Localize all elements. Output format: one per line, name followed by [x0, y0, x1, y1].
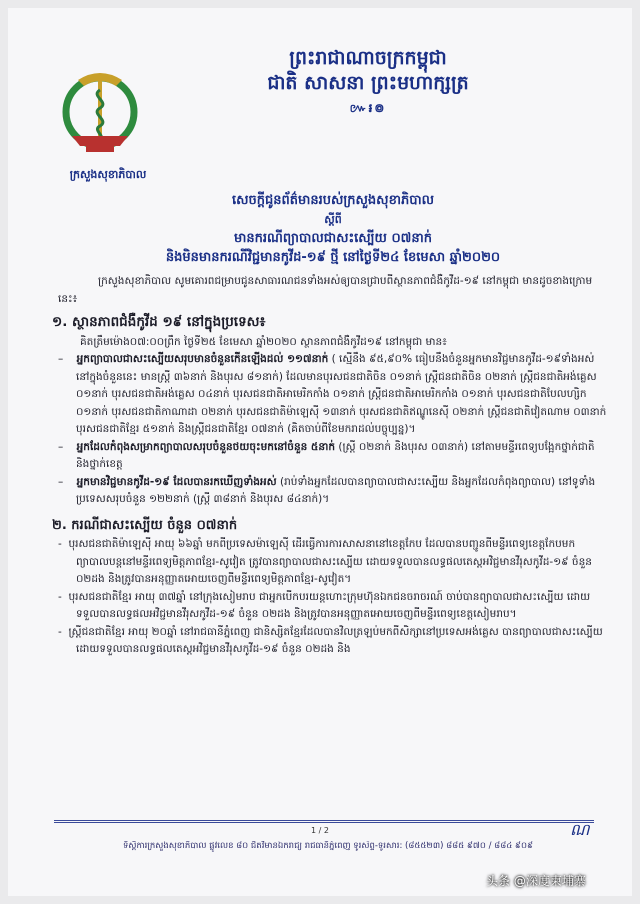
kingdom-header: [158, 46, 578, 121]
section2-bullet-2: - បុរសជនជាតិខ្មែរ អាយុ ៣៧ឆ្នាំ នៅក្រុងសៀមរាប ជាអ្នកបើកបរយន្តហោះក្រុមហ៊ុនឯកជនចរាចរណ៍ ចាប់បានព្យាបាលជាសះស្បើយ ដោយទទួលបានលទ្ធផលអវិជ្ជមានវីរុសកូវីដ-១៩ ចំនួន ០២ដង និងត្រូវបានអនុញ្ញាតអោយចេញពីមន្ទីរពេទ្យខេត្តសៀមរាប។: [58, 590, 591, 620]
bullet-strong: អ្នកមានវិជ្ជមានកូវីដ-១៩ ដែលបានរកឃើញទាំងអស់: [76, 475, 277, 488]
bullet-text: ( ស្មើនឹង ៩៥,៩០% ធៀបនឹងចំនួនអ្នកមានវិជ្ជមានកូវីដ-១៩ទាំងអស់ នៅក្នុងចំនួននេះ មានស្ត្រី ៣៦នាក់ និងបុរស ៨១នាក់) ដែលមានបុរសជនជាតិចិន ០១នាក់ ស្ត្រីជនជាតិចិន ០២នាក់ ស្ត្រីជនជាតិអង់គ្លេស ០១នាក់ បុរសជនជាតិអង់គ្លេស ០៤នាក់ បុរសជនជាតិអាមេរិកកាំង ០១នាក់ ស្ត្រីជនជាតិអាមេរិកកាំង ០១នាក់ បុរសជនជាតិបែលហ្សិក ០១នាក់ បុរសជនជាតិកាណាដា ០២នាក់ បុរសជនជាតិម៉ាឡេស៊ី ១៣នាក់ បុរសជនជាតិឥណ្ឌូនេស៊ី ០២នាក់ ស្ត្រីជនជាតិវៀតណាម ០៣នាក់ បុរសជនជាតិខ្មែរ ៥១នាក់ និងស្ត្រីជនជាតិខ្មែរ ០៧នាក់ (គិតចាប់ពីខែមករាដល់បច្ចុប្បន្ន)។: [76, 353, 607, 435]
signature: ណ: [570, 820, 590, 839]
watermark: 头条 @深度柬埔寨: [486, 874, 586, 888]
footer-divider: [54, 820, 594, 821]
document-page: [8, 8, 632, 896]
ornament: ៚៛៙: [349, 101, 387, 115]
announcement-line2: និងមិនមានករណីវិជ្ជមានកូវីដ-១៩ ថ្មី នៅថ្ងៃទី២៤ ខែមេសា ឆ្នាំ២០២០: [165, 250, 501, 265]
bullet-strong: អ្នកដែលកំពុងសម្រាកព្យាបាលសរុបចំនួនថយចុះមកនៅចំនួន ៥នាក់: [76, 440, 336, 453]
announcement-title-block: [118, 191, 548, 267]
announcement-sub: ស្តីពី: [324, 213, 342, 226]
intro-paragraph: ក្រសួងសុខាភិបាល សូមគោរពជម្រាបជូនសាធារណជនទាំងអស់ឲ្យបានជ្រាបពីស្ថានភាពជំងឺកូវីដ-១៩ នៅកម្ពុជា មានដូចខាងក្រោមនេះ៖: [58, 275, 593, 305]
bullet-text: បុរសជនជាតិម៉ាឡេស៊ី អាយុ ៦៦ឆ្នាំ មកពីប្រទេសម៉ាឡេស៊ី ដើរធ្វើការការសាសនានៅខេត្តកែប ដែលបានបញ្ជូនពីមន្ទីរពេទ្យខេត្តកែបមកព្យាបាលបន្តនៅមន្ទីរពេទ្យមិត្តភាពខ្មែរ-សូវៀត ត្រូវបានព្យាបាលជាសះស្បើយ ដោយទទួលបានលទ្ធផលតេស្តអវិជ្ជមានវីរុសកូវីដ-១៩ ចំនួន ០២ដង និងត្រូវបានអនុញ្ញាតអោយចេញពីមន្ទីរពេទ្យមិត្តភាពខ្មែរ-សូវៀត។: [68, 538, 592, 585]
ministry-logo-icon: [56, 66, 144, 166]
kingdom-title: ព្រះរាជាណាចក្រកម្ពុជា: [289, 47, 447, 69]
announcement-line1: មានករណីព្យាបាលជាសះស្បើយ ០៧នាក់: [234, 231, 432, 246]
section2-heading: ២. ករណីជាសះស្បើយ ចំនួន ០៧នាក់: [52, 517, 238, 533]
page-number: 1 / 2: [311, 826, 329, 835]
footer-address: ទីស្តីការក្រសួងសុខាភិបាល ផ្លូវលេខ ៨០ ជិតវិមានឯករាជ្យ រាជធានីភ្នំពេញ ទូរស័ព្ទ-ទូរសារ: (៨៥៥២៣) ៨៨៥ ៩៧០ / ៨៨៤ ៩០៩: [123, 841, 533, 851]
bullet-text: (ស្ត្រី ០២នាក់ និងបុរស ០៣នាក់) នៅតាមមន្ទីរពេទ្យបង្អែកថ្នាក់ជាតិ និងថ្នាក់ខេត្ត: [76, 440, 595, 470]
footer-divider: [54, 822, 594, 823]
section2-bullet-1: - បុរសជនជាតិម៉ាឡេស៊ី អាយុ ៦៦ឆ្នាំ មកពីប្រទេសម៉ាឡេស៊ី ដើរធ្វើការការសាសនានៅខេត្តកែប ដែលបានបញ្ជូនពីមន្ទីរពេទ្យខេត្តកែបមកព្យាបាលបន្តនៅមន្ទីរពេទ្យមិត្តភាពខ្មែរ-សូវៀត ត្រូវបានព្យាបាលជាសះស្បើយ ដោយទទួលបានលទ្ធផលតេស្តអវិជ្ជមានវីរុសកូវីដ-១៩ ចំនួន ០២ដង និងត្រូវបានអនុញ្ញាតអោយចេញពីមន្ទីរពេទ្យមិត្តភាពខ្មែរ-សូវៀត។: [58, 538, 592, 585]
section1-bullet-recovered: – អ្នកព្យាបាលជាសះស្បើយសរុបមានចំនួនកើនឡើងដល់ ១១៧នាក់ ( ស្មើនឹង ៩៥,៩០% ធៀបនឹងចំនួនអ្នកមានវិជ្ជមានកូវីដ-១៩ទាំងអស់ នៅក្នុងចំនួននេះ មានស្ត្រី ៣៦នាក់ និងបុរស ៨១នាក់) ដែលមានបុរសជនជាតិចិន ០១នាក់ ស្ត្រីជនជាតិចិន ០២នាក់ ស្ត្រីជនជាតិអង់គ្លេស ០១នាក់ បុរសជនជាតិអង់គ្លេស ០៤នាក់ បុរសជនជាតិអាមេរិកកាំង ០១នាក់ ស្ត្រីជនជាតិអាមេរិកកាំង ០១នាក់ បុរសជនជាតិបែលហ្សិក ០១នាក់ បុរសជនជាតិកាណាដា ០២នាក់ បុរសជនជាតិម៉ាឡេស៊ី ១៣នាក់ បុរសជនជាតិឥណ្ឌូនេស៊ី ០២នាក់ ស្ត្រីជនជាតិវៀតណាម ០៣នាក់ បុរសជនជាតិខ្មែរ ៥១នាក់ និងស្ត្រីជនជាតិខ្មែរ ០៧នាក់ (គិតចាប់ពីខែមករាដល់បច្ចុប្បន្ន)។: [58, 353, 607, 435]
section1-bullet-total: – អ្នកមានវិជ្ជមានកូវីដ-១៩ ដែលបានរកឃើញទាំងអស់ (រាប់ទាំងអ្នកដែលបានព្យាបាលជាសះស្បើយ និងអ្នកដែលកំពុងព្យាបាល) នៅទូទាំងប្រទេសសរុបចំនួន ១២២នាក់ (ស្ត្រី ៣៨នាក់ និងបុរស ៨៤នាក់)។: [58, 475, 596, 505]
section1-bullet-treating: – អ្នកដែលកំពុងសម្រាកព្យាបាលសរុបចំនួនថយចុះមកនៅចំនួន ៥នាក់ (ស្ត្រី ០២នាក់ និងបុរស ០៣នាក់) នៅតាមមន្ទីរពេទ្យបង្អែកថ្នាក់ជាតិ និងថ្នាក់ខេត្ត: [58, 440, 595, 470]
section2-bullet-3: - ស្ត្រីជនជាតិខ្មែរ អាយុ ២០ឆ្នាំ នៅរាជធានីភ្នំពេញ ជានិស្សិតខ្មែរដែលបានវិលត្រឡប់មកពីសិក្សានៅប្រទេសអង់គ្លេស បានព្យាបាលជាសះស្បើយ ដោយទទួលបានលទ្ធផលតេស្តអវិជ្ជមានវីរុសកូវីដ-១៩ ចំនួន ០២ដង និង: [58, 625, 603, 655]
bullet-text: ស្ត្រីជនជាតិខ្មែរ អាយុ ២០ឆ្នាំ នៅរាជធានីភ្នំពេញ ជានិស្សិតខ្មែរដែលបានវិលត្រឡប់មកពីសិក្សានៅប្រទេសអង់គ្លេស បានព្យាបាលជាសះស្បើយ ដោយទទួលបានលទ្ធផលតេស្តអវិជ្ជមានវីរុសកូវីដ-១៩ ចំនួន ០២ដង និង: [68, 625, 603, 655]
national-motto: ជាតិ សាសនា ព្រះមហាក្សត្រ: [267, 72, 469, 94]
section1-heading: ១. ស្ថានភាពជំងឺកូវីដ ១៩ នៅក្នុងប្រទេស៖: [52, 314, 266, 330]
ministry-label: ក្រសួងសុខាភិបាល: [69, 168, 147, 181]
section1-lead: គិតត្រឹមម៉ោង០៧:០០ព្រឹក ថ្ងៃទី២៥ ខែមេសា ឆ្នាំ២០២០ ស្ថានភាពជំងឺកូវីដ១៩ នៅកម្ពុជា មាន៖: [80, 335, 447, 348]
announcement-title: សេចក្តីជូនព័ត៌មានរបស់ក្រសួងសុខាភិបាល: [232, 193, 434, 208]
bullet-strong: អ្នកព្យាបាលជាសះស្បើយសរុបមានចំនួនកើនឡើងដល់ ១១៧នាក់: [76, 353, 329, 365]
bullet-text: (រាប់ទាំងអ្នកដែលបានព្យាបាលជាសះស្បើយ និងអ្នកដែលកំពុងព្យាបាល) នៅទូទាំងប្រទេសសរុបចំនួន ១២២នាក់ (ស្ត្រី ៣៨នាក់ និងបុរស ៨៤នាក់)។: [76, 475, 596, 505]
document-body: [52, 273, 608, 659]
bullet-text: បុរសជនជាតិខ្មែរ អាយុ ៣៧ឆ្នាំ នៅក្រុងសៀមរាប ជាអ្នកបើកបរយន្តហោះក្រុមហ៊ុនឯកជនចរាចរណ៍ ចាប់បានព្យាបាលជាសះស្បើយ ដោយទទួលបានលទ្ធផលអវិជ្ជមានវីរុសកូវីដ-១៩ ចំនួន ០២ដង និងត្រូវបានអនុញ្ញាតអោយចេញពីមន្ទីរពេទ្យខេត្តសៀមរាប។: [68, 590, 591, 620]
